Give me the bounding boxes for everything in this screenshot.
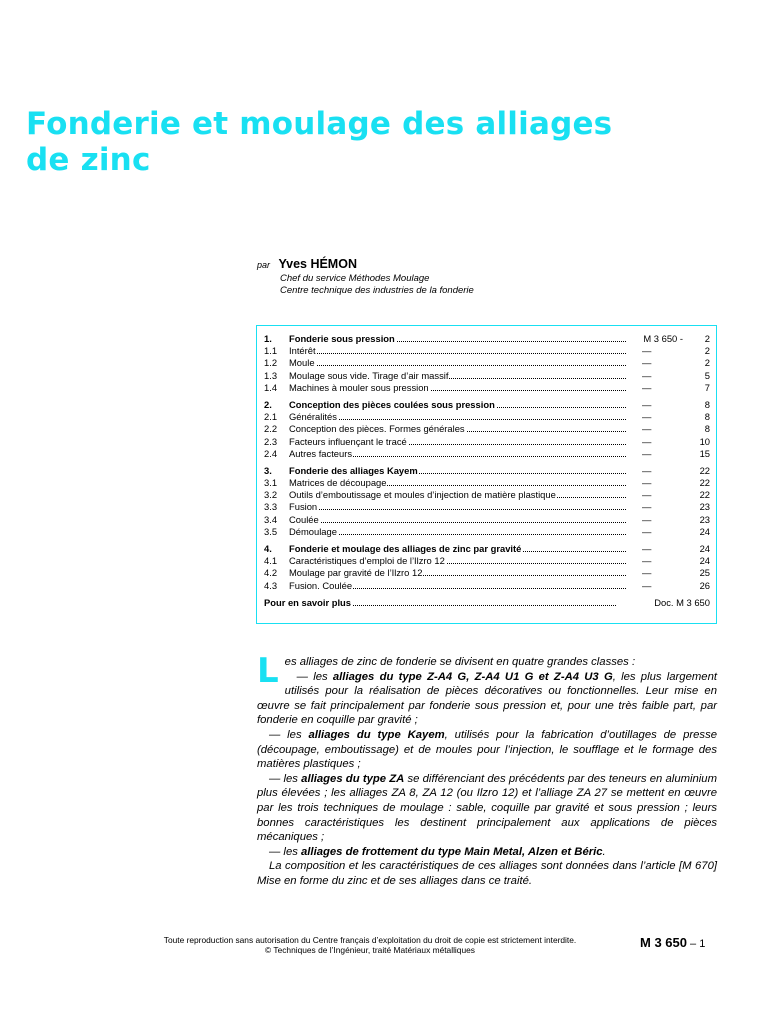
toc-page: — 2 xyxy=(642,345,710,357)
author-role: Chef du service Méthodes Moulage xyxy=(280,273,430,284)
toc-number: 1.4 xyxy=(264,381,278,393)
toc-section xyxy=(264,543,710,592)
toc-page: — 5 xyxy=(642,369,710,381)
toc-number: 2.3 xyxy=(264,435,278,447)
toc-number: 4.2 xyxy=(264,567,278,579)
toc-page: — 22 xyxy=(642,489,710,501)
toc-chapter-row[interactable] xyxy=(264,333,710,345)
toc-further-reading-row[interactable] xyxy=(264,597,710,609)
toc-label: Conception des pièces. Formes générales xyxy=(289,423,626,434)
toc-chapter-row[interactable] xyxy=(264,543,710,555)
toc-entry-row[interactable] xyxy=(264,501,710,513)
toc-number: 4.1 xyxy=(264,555,278,567)
toc-number: 3. xyxy=(264,464,272,476)
toc-label: Pour en savoir plus xyxy=(264,597,616,608)
toc-section xyxy=(264,333,710,394)
toc-number: 2. xyxy=(264,398,272,410)
toc-page: Doc. M 3 650 xyxy=(654,596,710,608)
toc-page: — 23 xyxy=(642,501,710,513)
toc-label: Fonderie des alliages Kayem xyxy=(289,465,626,476)
toc-label: Généralités xyxy=(289,411,626,422)
footer-legal-line-2: © Techniques de l’Ingénieur, traité Matériaux métalliques xyxy=(265,944,475,955)
toc-label: Fonderie et moulage des alliages de zinc par gravité xyxy=(289,543,626,554)
toc-page: — 22 xyxy=(642,477,710,489)
title-line-1: Fonderie et moulage des alliages xyxy=(26,106,613,142)
toc-label: Moulage sous vide. Tirage d’air massif xyxy=(289,370,626,381)
toc-entry-row[interactable] xyxy=(264,526,710,538)
toc-label: Caractéristiques d’emploi de l’Ilzro 12 xyxy=(289,555,626,566)
toc-number: 3.1 xyxy=(264,477,278,489)
toc-page: — 22 xyxy=(642,464,710,476)
author-name: Yves HÉMON xyxy=(278,257,357,271)
toc-label: Démoulage xyxy=(289,526,626,537)
paragraph-friction: — les alliages de frottement du type Main Metal, Alzen et Béric. xyxy=(269,845,606,858)
toc-entry-row[interactable] xyxy=(264,567,710,579)
toc-label: Facteurs influençant le tracé xyxy=(289,436,626,447)
toc-number: 2.2 xyxy=(264,423,278,435)
toc-section xyxy=(264,465,710,538)
toc-entry-row[interactable] xyxy=(264,514,710,526)
toc-number: 3.3 xyxy=(264,501,278,513)
toc-entry-row[interactable] xyxy=(264,411,710,423)
toc-label: Fusion. Coulée xyxy=(289,580,626,591)
toc-page: — 24 xyxy=(642,555,710,567)
toc-entry-row[interactable] xyxy=(264,423,710,435)
toc-page: — 2 xyxy=(642,357,710,369)
toc-section xyxy=(264,399,710,460)
author-block xyxy=(257,255,717,297)
author-prefix: par xyxy=(257,260,271,270)
toc-label: Fusion xyxy=(289,501,626,512)
toc-number: 2.1 xyxy=(264,411,278,423)
toc-label: Moule xyxy=(289,357,626,368)
toc-number: 4.3 xyxy=(264,579,278,591)
author-affiliation: Centre technique des industries de la fonderie xyxy=(280,285,474,296)
toc-label: Conception des pièces coulées sous pression xyxy=(289,399,626,410)
toc-number: 4. xyxy=(264,543,272,554)
toc-chapter-row[interactable] xyxy=(264,399,710,411)
emphasis-za: alliages du type ZA xyxy=(301,772,405,785)
paragraph-composition: La composition et les caractéristiques de ces alliages sont données dans l’article [M 670] Mise en forme du zinc et de ses alliages dans ce traité. xyxy=(257,860,717,887)
document-code: M 3 650 xyxy=(640,935,687,950)
toc-number: 1.3 xyxy=(264,369,278,381)
toc-page: — 24 xyxy=(642,525,710,537)
toc-label: Fonderie sous pression xyxy=(289,333,626,344)
toc-label: Machines à mouler sous pression xyxy=(289,382,626,393)
toc-entry-row[interactable] xyxy=(264,448,710,460)
emphasis-zamak: alliages du type Z-A4 G, Z-A4 U1 G et Z-A4 U3 G xyxy=(332,670,613,683)
toc-entry-row[interactable] xyxy=(264,382,710,394)
article-title xyxy=(26,106,726,178)
toc-page: — 15 xyxy=(642,447,710,459)
toc-page: — 26 xyxy=(642,579,710,591)
toc-page: — 8 xyxy=(642,398,710,410)
toc-entry-row[interactable] xyxy=(264,580,710,592)
toc-number: 2.4 xyxy=(264,447,278,459)
footer-copyright xyxy=(120,936,620,955)
toc-number: 3.5 xyxy=(264,525,278,537)
toc-entry-row[interactable] xyxy=(264,370,710,382)
toc-page: — 10 xyxy=(642,435,710,447)
toc-label: Moulage par gravité de l’Ilzro 12 xyxy=(289,567,626,578)
paragraph-zamak: — les alliages du type Z-A4 G, Z-A4 U1 G et Z-A4 U3 G, les plus largement utilisés pour la réalisation de pièces décoratives ou fonctionnelles. Leur mise en œuvre se fait principalement par fonderie sous pression et, pour une très faible part, par fonderie en coquille par gravité ; xyxy=(257,670,717,727)
footer-page-reference xyxy=(640,934,705,952)
toc-entry-row[interactable] xyxy=(264,345,710,357)
toc-number: 1.1 xyxy=(264,345,278,357)
toc-entry-row[interactable] xyxy=(264,489,710,501)
toc-number: 1.2 xyxy=(264,357,278,369)
toc-entry-row[interactable] xyxy=(264,477,710,489)
toc-entry-row[interactable] xyxy=(264,555,710,567)
intro-sentence: es alliages de zinc de fonderie se divisent en quatre grandes classes : xyxy=(284,656,636,668)
toc-label: Coulée xyxy=(289,514,626,525)
toc-entry-row[interactable] xyxy=(264,357,710,369)
toc-number: 1. xyxy=(264,333,272,344)
intro-text xyxy=(257,651,718,889)
footer-legal-line-1: Toute reproduction sans autorisation du Centre français d’exploitation du droit de copie est strictement interdite. xyxy=(163,935,577,945)
toc-page: — 8 xyxy=(642,411,710,423)
table-of-contents xyxy=(256,325,717,624)
toc-page: M 3 650 - 2 xyxy=(643,333,710,344)
toc-entry-row[interactable] xyxy=(264,436,710,448)
toc-page: — 8 xyxy=(642,423,710,435)
toc-chapter-row[interactable] xyxy=(264,465,710,477)
title-line-2: de zinc xyxy=(26,142,151,178)
toc-page: — 23 xyxy=(642,513,710,525)
paragraph-za: — les alliages du type ZA se différenciant des précédents par des teneurs en aluminium plus élevées ; les alliages ZA 8, ZA 12 (ou Ilzro 12) et l’alliage ZA 27 se mettent en œuvre par les trois techniques de moulage : sable, coquille par gravité et sous pression ; leurs bonnes caractéristiques les destinent principalement aux applications de pièces mécaniques ; xyxy=(257,772,718,844)
toc-page: — 24 xyxy=(642,543,710,554)
toc-number: 3.2 xyxy=(264,489,278,501)
toc-label: Intérêt xyxy=(289,345,626,356)
page-number: – 1 xyxy=(686,938,706,950)
paragraph-kayem: — les alliages du type Kayem, utilisés pour la fabrication d’outillages de presse (découpage, emboutissage) et de moules pour l’injection, le soufflage et le formage des matières plastiques ; xyxy=(257,728,717,771)
drop-cap: L xyxy=(257,651,279,691)
toc-label: Matrices de découpage xyxy=(289,477,626,488)
toc-page: — 25 xyxy=(642,567,710,579)
toc-label: Autres facteurs xyxy=(289,448,626,459)
emphasis-friction: alliages de frottement du type Main Metal, Alzen et Béric xyxy=(301,845,603,858)
toc-page: — 7 xyxy=(642,381,710,393)
toc-label: Outils d’emboutissage et moules d’injection de matière plastique xyxy=(289,489,626,500)
emphasis-kayem: alliages du type Kayem xyxy=(308,728,445,741)
toc-number: 3.4 xyxy=(264,513,278,525)
